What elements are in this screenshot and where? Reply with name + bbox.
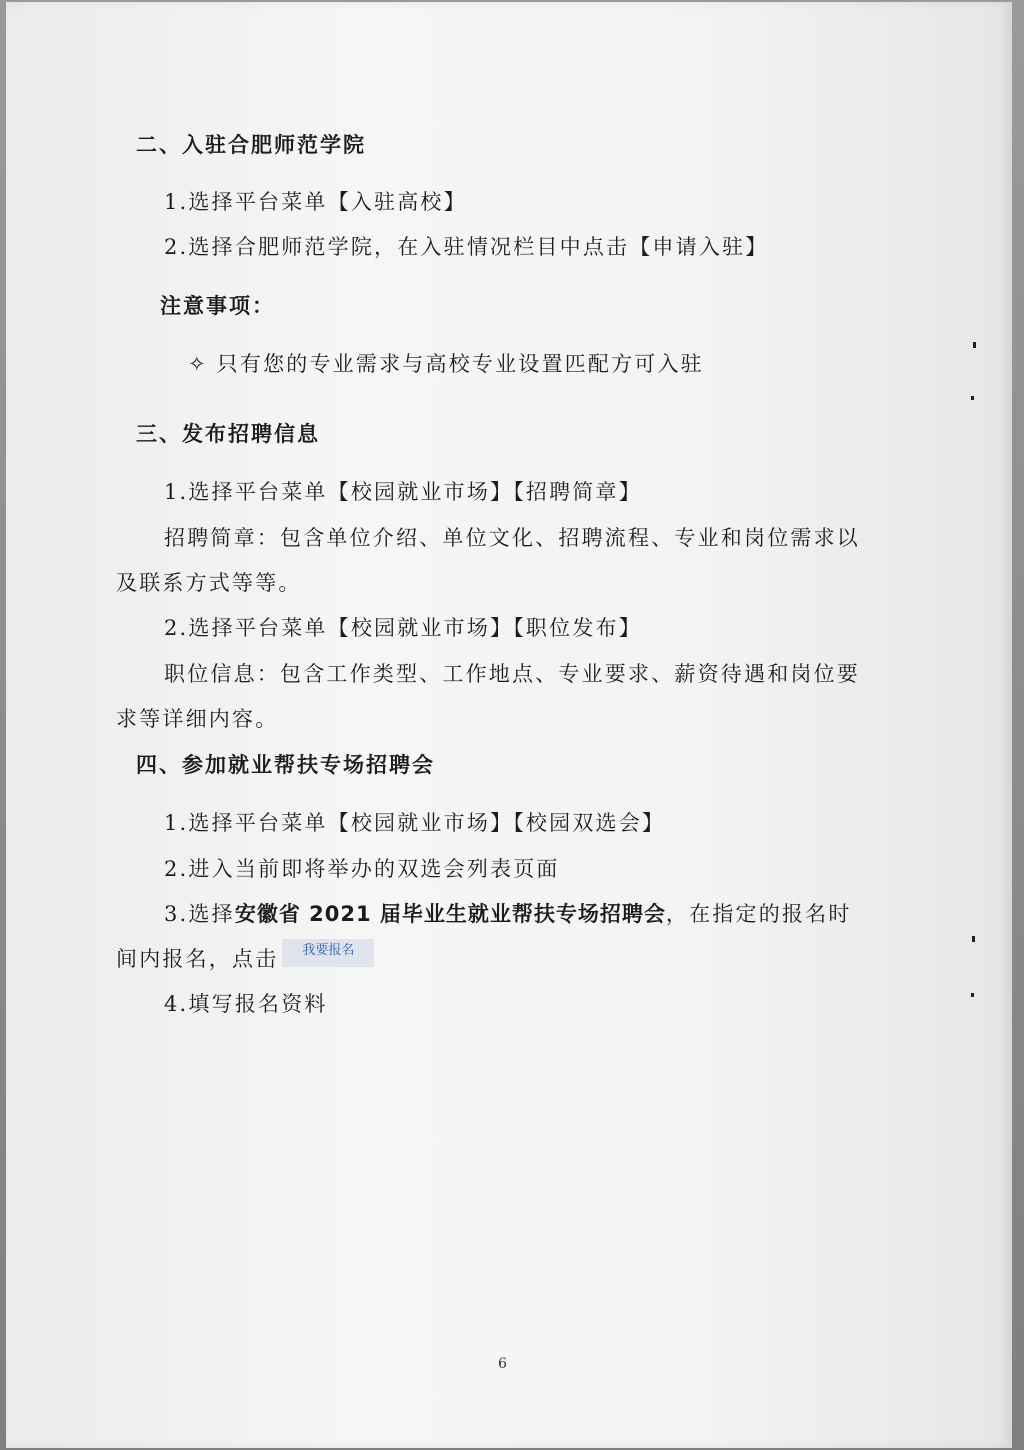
section-4-step-3 <box>164 900 852 928</box>
scan-mark <box>971 993 974 997</box>
page-number: 6 <box>498 1356 507 1372</box>
scan-mark <box>973 342 976 348</box>
section-4-step-4: 4.填写报名资料 <box>164 992 328 1016</box>
section-2-step-2: 2.选择合肥师范学院，在入驻情况栏目中点击【申请入驻】 <box>164 235 769 259</box>
step-3-prefix: 3.选择 <box>164 902 235 926</box>
brochure-description-line-2: 及联系方式等等。 <box>116 571 302 595</box>
section-2-step-1: 1.选择平台菜单【入驻高校】 <box>164 190 467 214</box>
notes-label: 注意事项： <box>160 294 275 318</box>
signup-button[interactable]: 我要报名 <box>282 939 374 967</box>
position-description-line-1: 职位信息：包含工作类型、工作地点、专业要求、薪资待遇和岗位要 <box>164 662 860 686</box>
scan-mark <box>972 936 975 942</box>
section-3-step-2: 2.选择平台菜单【校园就业市场】【职位发布】 <box>164 616 642 640</box>
step-3-line-2: 间内报名，点击 <box>116 947 279 971</box>
note-item: ✧ 只有您的专业需求与高校专业设置匹配方可入驻 <box>188 352 704 376</box>
step-3-suffix: ，在指定的报名时 <box>665 902 852 926</box>
section-3-step-1: 1.选择平台菜单【校园就业市场】【招聘简章】 <box>164 480 642 504</box>
job-fair-name: 安徽省 2021 届毕业生就业帮扶专场招聘会 <box>234 902 666 926</box>
section-3-heading: 三、发布招聘信息 <box>136 422 320 446</box>
brochure-description-line-1: 招聘简章：包含单位介绍、单位文化、招聘流程、专业和岗位需求以 <box>164 526 860 550</box>
section-4-step-1: 1.选择平台菜单【校园就业市场】【校园双选会】 <box>164 811 666 835</box>
section-4-step-3-continued <box>116 942 374 975</box>
section-2-heading: 二、入驻合肥师范学院 <box>136 133 366 157</box>
section-4-heading: 四、参加就业帮扶专场招聘会 <box>136 753 435 777</box>
position-description-line-2: 求等详细内容。 <box>116 707 279 731</box>
scan-mark <box>971 396 974 400</box>
section-4-step-2: 2.进入当前即将举办的双选会列表页面 <box>164 857 560 881</box>
